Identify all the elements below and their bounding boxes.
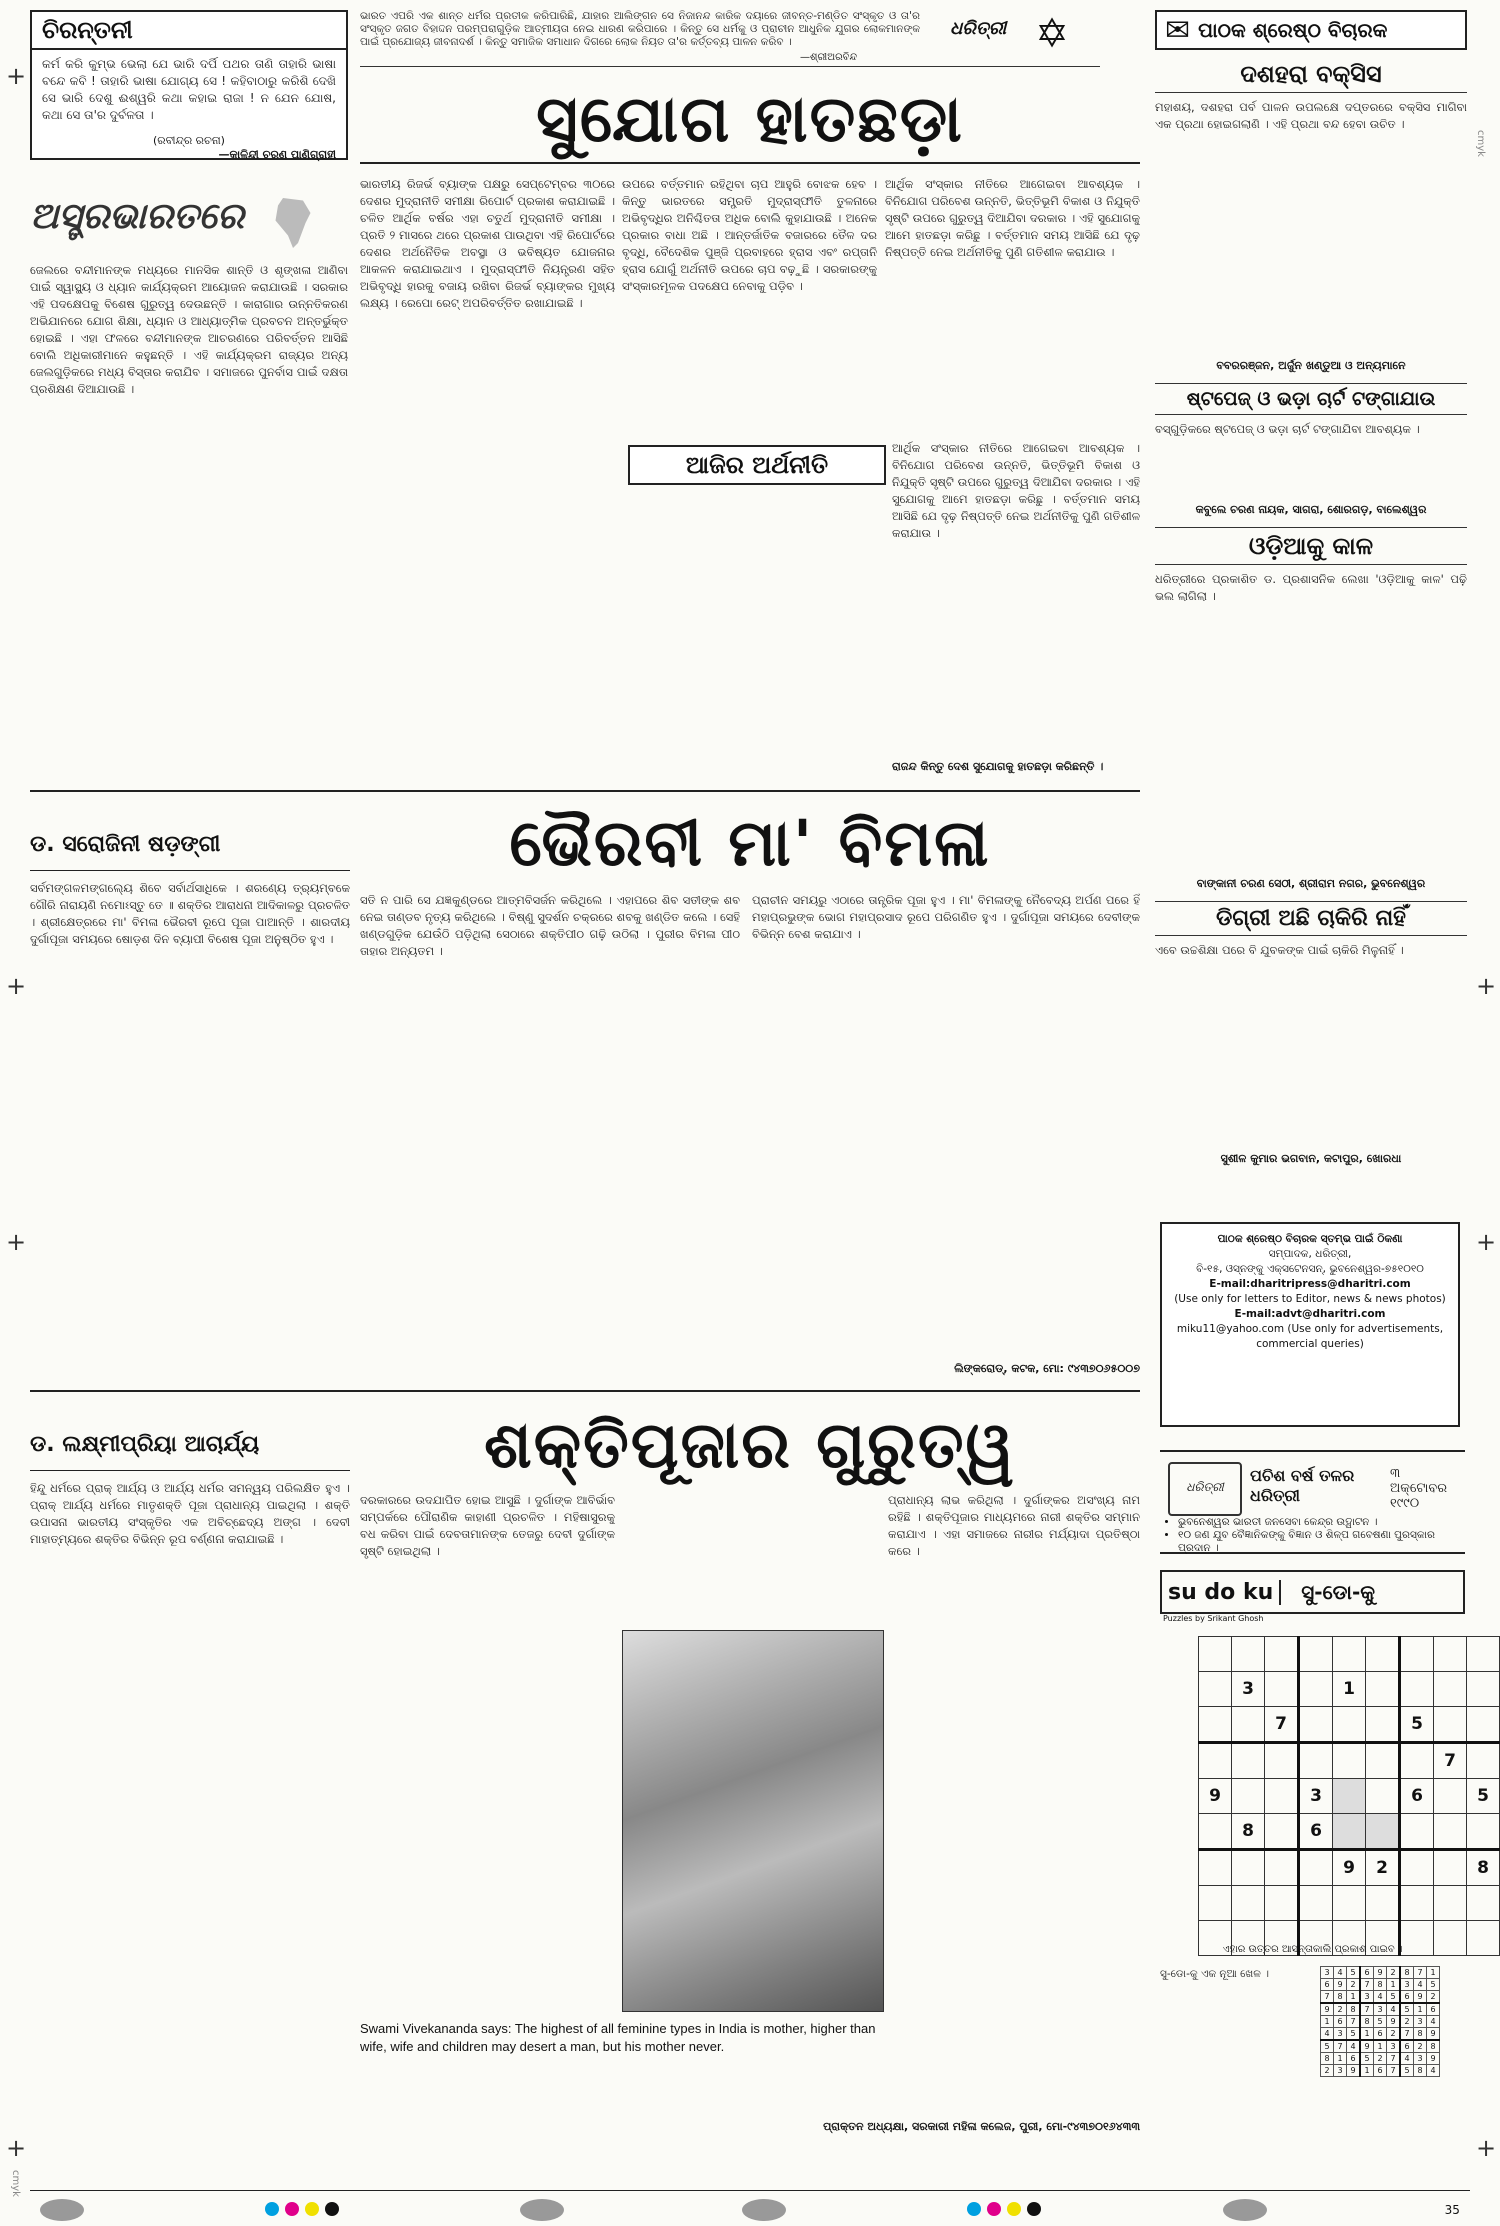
story3-author: ଡ. ଲକ୍ଷ୍ମୀପ୍ରିୟା ଆଚାର୍ଯ୍ୟ	[30, 1432, 260, 1457]
twentyfive-item-2: • ୧୦ ଜଣ ଯୁବ ବୈଜ୍ଞାନିକଙ୍କୁ ବିଜ୍ଞାନ ଓ ଶିଳ୍ପ ଗବେଷଣା ପୁରସ୍କାର ପ୍ରଦାନ ।	[1178, 1529, 1465, 1555]
sudoku-solution-cell: 3	[1360, 1991, 1374, 2004]
sudoku-solution-cell: 3	[1400, 1979, 1414, 1991]
sudoku-cell[interactable]	[1199, 1814, 1232, 1850]
story3-head-rule	[30, 1470, 350, 1471]
sudoku-cell[interactable]: 7	[1434, 1743, 1467, 1779]
sudoku-solution-cell: 4	[1334, 1967, 1347, 1979]
sudoku-cell[interactable]	[1232, 1743, 1265, 1779]
sudoku-cell[interactable]	[1232, 1779, 1265, 1814]
letter-3-body: ଧରିତ୍ରୀରେ ପ୍ରକାଶିତ ଡ. ପ୍ରଶାସନିକ ଲେଖା 'ଓଡ଼ିଆକୁ କାଳ' ପଢ଼ି ଭଲ ଲାଗିଲା ।	[1155, 572, 1467, 603]
contact-line-6: miku11@yahoo.com (Use only for advertisements, commercial queries)	[1176, 1323, 1444, 1350]
sudoku-cell[interactable]	[1265, 1672, 1299, 1707]
crop-mark-right-1: +	[1476, 972, 1497, 1000]
sudoku-cell[interactable]	[1265, 1850, 1299, 1886]
reg-oval-3	[742, 2199, 786, 2221]
sudoku-solution-row	[1321, 2065, 1440, 2077]
sudoku-row	[1199, 1707, 1500, 1743]
sudoku-cell[interactable]: 6	[1400, 1779, 1434, 1814]
sudoku-solution-cell: 7	[1387, 2065, 1401, 2077]
sudoku-cell[interactable]	[1333, 1707, 1366, 1743]
story2-col1: ସର୍ବମଙ୍ଗଳମଙ୍ଗଲ୍ୟେ ଶିବେ ସର୍ବାର୍ଥସାଧିକେ । ଶରଣ୍ୟେ ତ୍ର୍ୟମ୍ବକେ ଗୌରି ନାରାୟଣି ନମୋଽସ୍ତୁ ତେ ॥ ଶକ୍ତିର ଆରାଧନା ଆଦିକାଳରୁ ପ୍ରଚଳିତ । ଶ୍ରୀକ୍ଷେତ୍ରରେ ମା' ବିମଳା ଭୈରବୀ ରୂପେ ପୂଜା ପାଆନ୍ତି । ଶାରଦୀୟ ଦୁର୍ଗାପୂଜା ସମୟରେ ଷୋଡ଼ଶ ଦିନ ବ୍ୟାପୀ ବିଶେଷ ପୂଜା ଅନୁଷ୍ଠିତ ହୁଏ ।	[30, 881, 350, 946]
crop-mark-right-2: +	[1476, 1228, 1497, 1256]
sudoku-solution-row	[1321, 2016, 1440, 2028]
sudoku-solution-cell: 3	[1387, 2040, 1401, 2053]
sudoku-solution-cell: 4	[1347, 2040, 1361, 2053]
sudoku-solution-cell: 4	[1400, 2053, 1414, 2065]
sudoku-cell[interactable]	[1232, 1886, 1265, 1921]
sudoku-cell[interactable]	[1366, 1637, 1400, 1672]
astrabharat-title: ଅସ୍ତ୍ରଭାରତରେ	[30, 196, 244, 237]
sudoku-solution-cell: 6	[1400, 1991, 1414, 2004]
sudoku-solution-cell: 8	[1414, 2065, 1427, 2077]
sudoku-solution	[1320, 1966, 1440, 2077]
sudoku-cell[interactable]	[1265, 1886, 1299, 1921]
sudoku-solution-row	[1321, 2040, 1440, 2053]
sudoku-solution-cell: 3	[1414, 2053, 1427, 2065]
sudoku-solution-cell: 6	[1427, 2003, 1440, 2016]
sudoku-solution-cell: 3	[1321, 1967, 1334, 1979]
sudoku-solution-cell: 9	[1334, 1979, 1347, 1991]
sudoku-solution-cell: 6	[1321, 1979, 1334, 1991]
sudoku-cell[interactable]	[1467, 1637, 1500, 1672]
sudoku-cell[interactable]	[1366, 1672, 1400, 1707]
durga-idol-photo	[622, 1630, 884, 2012]
sudoku-solution-cell: 5	[1321, 2040, 1334, 2053]
sudoku-cell[interactable]	[1299, 1886, 1333, 1921]
sudoku-cell[interactable]: 8	[1467, 1850, 1500, 1886]
sudoku-solution-cell: 3	[1334, 2028, 1347, 2041]
sudoku-cell[interactable]	[1199, 1743, 1232, 1779]
reg-oval-2	[520, 2199, 564, 2221]
sudoku-cell[interactable]: 9	[1333, 1850, 1366, 1886]
sudoku-cell[interactable]	[1400, 1637, 1434, 1672]
twentyfive-title: ପଚିଶ ବର୍ଷ ତଳର ଧରିତ୍ରୀ	[1250, 1466, 1355, 1505]
sudoku-solution-cell: 7	[1414, 1967, 1427, 1979]
sudoku-cell[interactable]	[1265, 1779, 1299, 1814]
story3-col1: ହିନ୍ଦୁ ଧର୍ମରେ ପ୍ରାକ୍ ଆର୍ଯ୍ୟ ଓ ଆର୍ଯ୍ୟ ଧର୍ମର ସମନ୍ୱୟ ପରିଲକ୍ଷିତ ହୁଏ । ପ୍ରାକ୍ ଆର୍ଯ୍ୟ ଧର୍ମରେ ମାତୃଶକ୍ତି ପୂଜା ପ୍ରାଧାନ୍ୟ ପାଇଥିଲା । ଶକ୍ତି ଉପାସନା ଭାରତୀୟ ସଂସ୍କୃତିର ଏକ ଅବିଚ୍ଛେଦ୍ୟ ଅଙ୍ଗ । ଦେବୀ ମାହାତ୍ମ୍ୟରେ ଶକ୍ତିର ବିଭିନ୍ନ ରୂପ ବର୍ଣ୍ଣନା କରାଯାଇଛି ।	[30, 1481, 350, 1546]
story1-headline: ସୁଯୋଗ ହାତଛଡ଼ା	[536, 82, 964, 157]
sudoku-solution-cell: 1	[1347, 1991, 1361, 2004]
sudoku-solution-cell: 4	[1387, 2003, 1401, 2016]
sudoku-cell[interactable]	[1232, 1850, 1265, 1886]
reg-oval-1	[40, 2199, 84, 2221]
sudoku-solution-cell: 6	[1334, 2016, 1347, 2028]
page-number: 35	[1444, 2203, 1460, 2217]
sudoku-cell[interactable]	[1366, 1814, 1400, 1850]
sudoku-cell[interactable]	[1434, 1814, 1467, 1850]
sudoku-cell[interactable]	[1366, 1743, 1400, 1779]
sudoku-solution-cell: 2	[1427, 1991, 1440, 2004]
sudoku-solution-cell: 1	[1360, 2028, 1374, 2041]
letter-4-body: ଏବେ ଉଚ୍ଚଶିକ୍ଷା ପରେ ବି ଯୁବକଙ୍କ ପାଇଁ ଚାକିରି ମିଳୁନାହିଁ ।	[1155, 943, 1404, 957]
sudoku-solution-cell: 8	[1347, 2003, 1361, 2016]
sudoku-solution-cell: 7	[1347, 2016, 1361, 2028]
story2-author: ଡ. ସରୋଜିନୀ ଷଡ଼ଙ୍ଗୀ	[30, 832, 221, 857]
story3-top-rule	[30, 1390, 1140, 1392]
story1-rule	[360, 162, 1140, 164]
story1-col3: ଉପରେ ବର୍ତ୍ତମାନ ରହିଥିବା ଚାପ ଆହୁରି ବୋଝକ ହେବ । କିନ୍ତୁ ଭାରତରେ ସମ୍ପ୍ରତି ମୁଦ୍ରାସ୍ଫୀତି ତୁଳନାରେ ଅଭିବୃଦ୍ଧିର ଅନିଶ୍ଚିତତା ଅଧିକ ବୋଲି କୁହାଯାଉଛି । ଅନେକ ପ୍ରକାର ବାଧା ଅଛି । ଆନ୍ତର୍ଜାତିକ ବଜାରରେ ତୈଳ ଦର ବୃଦ୍ଧି, ବୈଦେଶିକ ପୁଞ୍ଜି ପ୍ରବାହରେ ହ୍ରାସ ଏବଂ ରପ୍ତାନି ହ୍ରାସ ଯୋଗୁଁ ଅର୍ଥନୀତି ଉପରେ ଚାପ ବଢ଼ୁଛି । ସରକାରଙ୍କୁ ସଂସ୍କାରମୂଳକ ପଦକ୍ଷେପ ନେବାକୁ ପଡ଼ିବ ।	[622, 177, 877, 293]
sudoku-cell[interactable]	[1299, 1850, 1333, 1886]
story3-col2: ଦରକାରରେ ଉଦଯାପିତ ହୋଇ ଆସୁଛି । ଦୁର୍ଗାଙ୍କ ଆବିର୍ଭାବ ସମ୍ପର୍କରେ ପୌରାଣିକ କାହାଣୀ ପ୍ରଚଳିତ । ମହିଷାସୁରକୁ ବଧ କରିବା ପାଇଁ ଦେବତାମାନଙ୍କ ତେଜରୁ ଦେବୀ ଦୁର୍ଗାଙ୍କ ସୃଷ୍ଟି ହୋଇଥିଲା ।	[360, 1493, 615, 1558]
letter-4-title: ଡିଗ୍ରୀ ଅଛି ଚାକିରି ନାହିଁ	[1155, 901, 1467, 936]
sudoku-row	[1199, 1814, 1500, 1850]
sudoku-cell[interactable]	[1333, 1743, 1366, 1779]
sudoku-solution-cell: 8	[1374, 1979, 1387, 1991]
sudoku-solution-cell: 9	[1427, 2028, 1440, 2041]
contact-line-2: ବି-୧୫, ଓସ୍ନଙ୍କୁ ଏକ୍ସଟେନସନ୍, ଭୁବନେଶ୍ୱର-୭୫୧୦୧୦	[1196, 1263, 1424, 1275]
footer-rule	[30, 2190, 1470, 2191]
sudoku-solution-cell: 5	[1347, 1967, 1361, 1979]
sudoku-cell[interactable]	[1366, 1707, 1400, 1743]
sudoku-cell[interactable]: 3	[1299, 1779, 1333, 1814]
sudoku-solution-cell: 2	[1334, 2003, 1347, 2016]
sudoku-solution-cell: 8	[1414, 2028, 1427, 2041]
sudoku-solution-cell: 4	[1321, 2028, 1334, 2041]
sudoku-solution-cell: 3	[1334, 2065, 1347, 2077]
sudoku-cell[interactable]	[1299, 1672, 1333, 1707]
letters-column	[1155, 60, 1467, 1165]
twentyfive-item-1: • ଭୁବନେଶ୍ୱର ଭାରତୀ ଜନସେବା କେନ୍ଦ୍ର ଉଦ୍ଘାଟନ ।	[1178, 1516, 1465, 1529]
story2-head-rule	[30, 870, 350, 871]
sudoku-cell[interactable]	[1467, 1743, 1500, 1779]
crop-mark-right-3: +	[1476, 2134, 1497, 2162]
story2-headline: ଭୈରବୀ ମା' ବିମଳା	[509, 806, 991, 881]
twentyfive-logo: ଧରିତ୍ରୀ	[1168, 1462, 1242, 1516]
sudoku-prev-title: ସୁ-ଡୋ-କୁ ଏକ ନୂଆ ଖେଳ ।	[1160, 1968, 1269, 1980]
sudoku-solution-cell: 1	[1414, 2003, 1427, 2016]
pathak-header	[1155, 10, 1467, 50]
sudoku-cell[interactable]	[1199, 1850, 1232, 1886]
sudoku-by: Puzzles by Srikant Ghosh	[1163, 1614, 1264, 1623]
sudoku-solution-cell: 6	[1360, 1967, 1374, 1979]
sudoku-cell[interactable]	[1199, 1707, 1232, 1743]
sudoku-cell[interactable]	[1434, 1850, 1467, 1886]
quote-credit: —ଶ୍ରୀଅରବିନ୍ଦ	[800, 52, 858, 63]
economy-column-label	[628, 445, 886, 485]
chirantani-box	[30, 10, 348, 160]
sudoku-cell[interactable]	[1265, 1743, 1299, 1779]
contact-box	[1160, 1222, 1460, 1427]
sudoku-cell[interactable]	[1265, 1814, 1299, 1850]
sudoku-solution-row	[1321, 2003, 1440, 2016]
sudoku-grid[interactable]	[1198, 1636, 1500, 1956]
chirantani-title: ଚିରନ୍ତନୀ	[32, 12, 346, 50]
sudoku-cell[interactable]	[1467, 1672, 1500, 1707]
sudoku-cell[interactable]	[1400, 1886, 1434, 1921]
chirantani-credit: (ରବୀନ୍ଦ୍ର ରଚନା)	[153, 134, 225, 147]
sudoku-solution-cell: 7	[1400, 2028, 1414, 2041]
sudoku-solution-cell: 9	[1414, 1991, 1427, 2004]
sudoku-note: ଏହାର ଉତ୍ତର ଆସନ୍ତାକାଲି ପ୍ରକାଶ ପାଇବ ।	[1222, 1944, 1403, 1955]
sudoku-cell[interactable]	[1467, 1707, 1500, 1743]
story3-byline: ପ୍ରାକ୍ତନ ଅଧ୍ୟକ୍ଷା, ସରକାରୀ ମହିଳା କଲେଜ, ପୁରୀ, ମୋ-୯୪୩୭୦୧୬୪୩୩	[823, 2120, 1140, 2133]
color-bar-2	[964, 2201, 1044, 2220]
sudoku-solution-cell: 4	[1374, 1991, 1387, 2004]
sudoku-row	[1199, 1850, 1500, 1886]
sudoku-cell[interactable]: 7	[1265, 1707, 1299, 1743]
sudoku-solution-row	[1321, 1967, 1440, 1979]
sudoku-label: su do ku	[1162, 1580, 1281, 1605]
sudoku-cell[interactable]: 5	[1467, 1779, 1500, 1814]
twentyfive-list	[1160, 1516, 1465, 1555]
story2-byline: ଲିଙ୍କରୋଡ୍, କଟକ, ମୋ: ୯୪୩୭୦୬୫୦୦୭	[954, 1362, 1140, 1375]
sudoku-solution-cell: 9	[1360, 2040, 1374, 2053]
sudoku-cell[interactable]	[1400, 1814, 1434, 1850]
reg-oval-4	[1223, 2199, 1267, 2221]
story3-english-quote: Swami Vivekananda says: The highest of all feminine types in India is mother, higher than wife, wife and children may desert a man, but his mother never.	[360, 2021, 876, 2054]
sudoku-row	[1199, 1743, 1500, 1779]
sudoku-solution-table	[1320, 1966, 1440, 2077]
sudoku-cell[interactable]	[1434, 1707, 1467, 1743]
sudoku-cell[interactable]	[1299, 1707, 1333, 1743]
letter-1-sign: ବବରରଞ୍ଜନ, ଅର୍ଜୁନ ଖଣ୍ଡୁଆ ଓ ଅନ୍ୟମାନେ	[1216, 359, 1406, 372]
letter-1	[1155, 60, 1467, 373]
contact-line-4: (Use only for letters to Editor, news & news photos)	[1174, 1293, 1446, 1305]
story2-top-rule	[30, 790, 1140, 792]
color-bar-1	[262, 2201, 342, 2220]
sudoku-table[interactable]	[1198, 1636, 1500, 1956]
story1-col2: ଭାରତୀୟ ରିଜର୍ଭ ବ୍ୟାଙ୍କ ପକ୍ଷରୁ ସେପ୍ଟେମ୍ବର ୩୦ରେ ଦେଶର ମୁଦ୍ରାନୀତି ସମୀକ୍ଷା ରିପୋର୍ଟ ପ୍ରକାଶ କରାଯାଇଛି । ଚଳିତ ଆର୍ଥିକ ବର୍ଷର ଏହା ଚତୁର୍ଥ ମୁଦ୍ରାନୀତି ସମୀକ୍ଷା । ପ୍ରତି ୨ ମାସରେ ଥରେ ପ୍ରକାଶ ପାଉଥିବା ଏହି ରିପୋର୍ଟରେ ଦେଶର ଅର୍ଥନୈତିକ ଅବସ୍ଥା ଓ ଭବିଷ୍ୟତ ଯୋଜନାର ଆକଳନ କରାଯାଇଥାଏ । ମୁଦ୍ରାସ୍ଫୀତି ନିୟନ୍ତ୍ରଣ ସହିତ ଅଭିବୃଦ୍ଧି ହାରକୁ ବଜାୟ ରଖିବା ରିଜର୍ଭ ବ୍ୟାଙ୍କର ମୁଖ୍ୟ ଲକ୍ଷ୍ୟ । ରେପୋ ରେଟ୍ ଅପରିବର୍ତ୍ତିତ ରଖାଯାଇଛି ।	[360, 177, 615, 310]
story2-col2: ସତି ନ ପାରି ସେ ଯଜ୍ଞକୁଣ୍ଡରେ ଆତ୍ମବିସର୍ଜନ କରିଥିଲେ । ଏହାପରେ ଶିବ ସତୀଙ୍କ ଶବ ନେଇ ତାଣ୍ଡବ ନୃତ୍ୟ କରିଥିଲେ । ବିଷ୍ଣୁ ସୁଦର୍ଶନ ଚକ୍ରରେ ଶବକୁ ଖଣ୍ଡିତ କଲେ । ସେହି ଖଣ୍ଡଗୁଡ଼ିକ ଯେଉଁଠି ପଡ଼ିଥିଲା ସେଠାରେ ଶକ୍ତିପୀଠ ଗଢ଼ି ଉଠିଲା । ପୁରୀର ବିମଳା ପୀଠ ତାହାର ଅନ୍ୟତମ ।	[360, 893, 740, 958]
sudoku-cell[interactable]	[1434, 1886, 1467, 1921]
india-map-icon	[268, 198, 318, 248]
sudoku-title: ସୁ-ଡୋ-କୁ	[1301, 1580, 1376, 1604]
sudoku-solution-row	[1321, 1991, 1440, 2004]
sudoku-cell[interactable]: 1	[1333, 1672, 1366, 1707]
sudoku-solution-cell: 5	[1427, 1979, 1440, 1991]
sudoku-solution-cell: 9	[1321, 2003, 1334, 2016]
sudoku-solution-cell: 6	[1374, 2028, 1387, 2041]
dharitri-logo: ଧରିତ୍ରୀ	[950, 18, 1007, 39]
story2-col3: ପ୍ରାଚୀନ ସମୟରୁ ଏଠାରେ ତାନ୍ତ୍ରିକ ପୂଜା ହୁଏ । ମା' ବିମଳାଙ୍କୁ ନୈବେଦ୍ୟ ଅର୍ପଣ ପରେ ହିଁ ମହାପ୍ରଭୁଙ୍କ ଭୋଗ ମହାପ୍ରସାଦ ରୂପେ ପରିଗଣିତ ହୁଏ । ଦୁର୍ଗାପୂଜା ସମୟରେ ଦେବୀଙ୍କ ବିଭିନ୍ନ ବେଶ କରାଯାଏ ।	[752, 893, 1140, 941]
sudoku-cell[interactable]	[1366, 1886, 1400, 1921]
sudoku-cell[interactable]	[1467, 1886, 1500, 1921]
sudoku-cell[interactable]: 6	[1299, 1814, 1333, 1850]
sudoku-solution-cell: 7	[1387, 2053, 1401, 2065]
sudoku-cell[interactable]: 8	[1232, 1814, 1265, 1850]
sudoku-cell[interactable]	[1333, 1814, 1366, 1850]
quote-text: ଭାରତ ଏପରି ଏକ ଶାନ୍ତ ଧର୍ମର ପ୍ରତୀକ କରିପାରିଛି, ଯାହାର ଆଲିଙ୍ଗନ ସେ ନିଜାନନ୍ଦ କାରିକ ଦୟାରେ ଜୀବନ୍ତ-ମଣ୍ଡିତ ସଂସ୍କୃତ ଓ ତା'ର ସଂସ୍କୃତ ଜଗତ ବିହାଦ୍ଦନ ପରମ୍ପରାଗୁଡ଼ିକ ଆତ୍ମୀୟତା ନେଇ ଧାରଣ କରିପାରେ । କିନ୍ତୁ ସେ ଧର୍ମକୁ ଓ ପ୍ରାଚୀନ ଆଧୁନିକ ଯୁଗର ଲୋକମାନଙ୍କ ପାଇଁ ପ୍ରଯୋଜ୍ୟ ଜୀବନାଦର୍ଶ । କିନ୍ତୁ ସମାଜିକ ସମାଧାନ ଦିଗରେ ଲୋକ ନିୟତ ତା'ର କର୍ତ୍ତବ୍ୟ ପାଳନ କରିବ ।	[360, 10, 920, 48]
crop-mark-left-4: +	[6, 2134, 27, 2162]
sudoku-cell[interactable]	[1333, 1637, 1366, 1672]
sudoku-solution-cell: 2	[1387, 1967, 1401, 1979]
sudoku-cell[interactable]	[1199, 1637, 1232, 1672]
sudoku-solution-cell: 5	[1400, 2003, 1414, 2016]
letter-2-sign: କବୁଲେ ଚରଣ ନାୟକ, ସାଗରା, ଶୋରଗଡ଼, ବାଲେଶ୍ୱର	[1195, 503, 1427, 516]
letter-4	[1155, 901, 1467, 1166]
sudoku-solution-cell: 3	[1414, 2016, 1427, 2028]
contact-line-1: ସମ୍ପାଦକ, ଧରିତ୍ରୀ,	[1268, 1248, 1352, 1260]
sudoku-cell[interactable]	[1467, 1814, 1500, 1850]
sudoku-prev	[1160, 1966, 1465, 2146]
letter-1-title: ଦଶହରା ବକ୍ସିସ	[1155, 60, 1467, 93]
letter-1-body: ମହାଶୟ, ଦଶହରା ପର୍ବ ପାଳନ ଉପଲକ୍ଷେ ଦପ୍ତରରେ ବକ୍ସିସ ମାଗିବା ଏକ ପ୍ରଥା ହୋଇଗଲାଣି । ଏହି ପ୍ରଥା ବନ୍ଦ ହେବା ଉଚିତ ।	[1155, 100, 1467, 131]
sudoku-solution-cell: 4	[1427, 2016, 1440, 2028]
sudoku-solution-cell: 5	[1387, 1991, 1401, 2004]
pathak-title: ପାଠକ ଶ୍ରେଷ୍ଠ ବିଚାରକ	[1198, 18, 1388, 42]
sudoku-solution-cell: 4	[1414, 1979, 1427, 1991]
story3-headline: ଶକ୍ତିପୂଜାର ଗୁରୁତ୍ୱ	[484, 1408, 1016, 1483]
sudoku-solution-cell: 3	[1374, 2003, 1387, 2016]
story1-byline: ରାଜନ୍ଦ କିନ୍ତୁ ଦେଶ ସୁଯୋଗକୁ ହାତଛଡ଼ା କରିଛନ୍ତି ।	[892, 760, 1104, 773]
sudoku-cell[interactable]	[1299, 1743, 1333, 1779]
sudoku-solution-cell: 4	[1427, 2065, 1440, 2077]
sudoku-solution-cell: 2	[1387, 2028, 1401, 2041]
sudoku-cell[interactable]	[1199, 1672, 1232, 1707]
sudoku-solution-cell: 8	[1427, 2040, 1440, 2053]
sudoku-solution-cell: 7	[1321, 1991, 1334, 2004]
sudoku-solution-cell: 7	[1360, 2003, 1374, 2016]
sudoku-solution-row	[1321, 2028, 1440, 2041]
sudoku-solution-cell: 8	[1400, 1967, 1414, 1979]
letter-3	[1155, 527, 1467, 891]
sudoku-solution-cell: 2	[1321, 2065, 1334, 2077]
quote-box	[360, 10, 1100, 67]
story1-col1: ଜେଲରେ ବନ୍ଦୀମାନଙ୍କ ମଧ୍ୟରେ ମାନସିକ ଶାନ୍ତି ଓ ଶୃଙ୍ଖଳା ଆଣିବା ପାଇଁ ସ୍ୱାସ୍ଥ୍ୟ ଓ ଧ୍ୟାନ କାର୍ଯ୍ୟକ୍ରମ ଆୟୋଜନ କରାଯାଉଛି । ସରକାର ଏହି ପଦକ୍ଷେପକୁ ବିଶେଷ ଗୁରୁତ୍ୱ ଦେଉଛନ୍ତି । କାରାଗାର ଉନ୍ନତିକରଣ ଅଭିଯାନରେ ଯୋଗ ଶିକ୍ଷା, ଧ୍ୟାନ ଓ ଆଧ୍ୟାତ୍ମିକ ପ୍ରବଚନ ଅନ୍ତର୍ଭୁକ୍ତ ହୋଇଛି । ଏହା ଫଳରେ ବନ୍ଦୀମାନଙ୍କ ଆଚରଣରେ ପରିବର୍ତ୍ତନ ଆସିଛି ବୋଲି ଅଧିକାରୀମାନେ କହୁଛନ୍ତି । ଏହି କାର୍ଯ୍ୟକ୍ରମ ରାଜ୍ୟର ଅନ୍ୟ ଜେଲଗୁଡ଼ିକରେ ମଧ୍ୟ ବିସ୍ତାର କରାଯିବ । ସମାଜରେ ପୁନର୍ବାସ ପାଇଁ ଦକ୍ଷତା ପ୍ରଶିକ୍ଷଣ ଦିଆଯାଉଛି ।	[30, 263, 348, 396]
economy-column-title: ଆଜିର ଅର୍ଥନୀତି	[685, 451, 829, 479]
letter-2-title: ଷ୍ଟପେଜ୍ ଓ ଭଡ଼ା ଚାର୍ଟ ଟଙ୍ଗାଯାଉ	[1155, 383, 1467, 415]
cmyk-mark-left: cmyk	[10, 2170, 21, 2197]
sudoku-solution-cell: 6	[1400, 2040, 1414, 2053]
letter-2-body: ବସ୍‌ଗୁଡ଼ିକରେ ଷ୍ଟପେଜ୍ ଓ ଭଡ଼ା ଚାର୍ଟ ଟଙ୍ଗାଯିବା ଆବଶ୍ୟକ ।	[1155, 422, 1420, 436]
sudoku-solution-cell: 5	[1360, 2053, 1374, 2065]
star-logo-icon: ✡	[1035, 11, 1069, 57]
sudoku-solution-cell: 5	[1400, 2065, 1414, 2077]
sudoku-row	[1199, 1672, 1500, 1707]
sudoku-row	[1199, 1637, 1500, 1672]
chirantani-text: କର୍ମ କରି କୁମ୍ଭ ଭେଲା ଯେ ଭାରି ଦର୍ପି ପଥର ତାଣି ତାହାରି ଭାଷା ବନ୍ଦେ କବି ! ତାହାରି ଭାଷା ଯୋଗ୍ୟ ସେ ! କହିବାଠାରୁ କରିଶି ଦେଖି ସେ ଭାରି ଦେଶୁ ଈଶ୍ୱରି କଥା କହାଇ ରାଜା ! ନ ଯେନ ଯୋଷ, କଥା ସେ ତା'ର ଦୁର୍ବଳତା ।	[42, 57, 336, 122]
sudoku-row	[1199, 1886, 1500, 1921]
sudoku-cell[interactable]: 5	[1400, 1707, 1434, 1743]
crop-mark-left-1: +	[6, 62, 27, 90]
sudoku-solution-cell: 9	[1347, 2065, 1361, 2077]
sudoku-cell[interactable]: 9	[1199, 1779, 1232, 1814]
crop-mark-left-2: +	[6, 972, 27, 1000]
crop-mark-left-3: +	[6, 1228, 27, 1256]
envelope-icon: ✉	[1165, 12, 1191, 48]
letter-3-sign: ବାଙ୍କାନୀ ଚରଣ ସେଠୀ, ଶ୍ରୀରାମ ନଗର, ଭୁବନେଶ୍ୱର	[1196, 877, 1426, 890]
sudoku-solution-cell: 1	[1334, 2053, 1347, 2065]
sudoku-cell[interactable]	[1333, 1886, 1366, 1921]
sudoku-solution-cell: 1	[1374, 2040, 1387, 2053]
sudoku-cell[interactable]	[1434, 1672, 1467, 1707]
story3-col3: ପ୍ରାଧାନ୍ୟ ଲାଭ କରିଥିଲା । ଦୁର୍ଗାଙ୍କର ଅସଂଖ୍ୟ ନାମ ରହିଛି । ଶକ୍ତିପୂଜାର ମାଧ୍ୟମରେ ନାରୀ ଶକ୍ତିର ସମ୍ମାନ କରାଯାଏ । ଏହା ସମାଜରେ ନାରୀର ମର୍ଯ୍ୟାଦା ପ୍ରତିଷ୍ଠା କରେ ।	[888, 1493, 1140, 1558]
twentyfive-date: ୩ ଅକ୍ଟୋବର ୧୯୯୦	[1390, 1466, 1448, 1511]
sudoku-row	[1199, 1779, 1500, 1814]
sudoku-cell[interactable]	[1434, 1779, 1467, 1814]
story1-col5: ଆର୍ଥିକ ସଂସ୍କାର ନୀତିରେ ଆଗେଇବା ଆବଶ୍ୟକ । ବିନିଯୋଗ ପରିବେଶ ଉନ୍ନତି, ଭିତ୍ତିଭୂମି ବିକାଶ ଓ ନିଯୁକ୍ତି ସୃଷ୍ଟି ଉପରେ ଗୁରୁତ୍ୱ ଦିଆଯିବା ଦରକାର । ଏହି ସୁଯୋଗକୁ ଆମେ ହାତଛଡ଼ା କରିଛୁ । ବର୍ତ୍ତମାନ ସମୟ ଆସିଛି ଯେ ଦୃଢ଼ ନିଷ୍ପତ୍ତି ନେଇ ଅର୍ଥନୀତିକୁ ପୁଣି ଗତିଶୀଳ କରାଯାଉ ।	[892, 441, 1140, 540]
sudoku-cell[interactable]	[1400, 1672, 1434, 1707]
sudoku-solution-row	[1321, 1979, 1440, 1991]
sudoku-solution-cell: 8	[1321, 2053, 1334, 2065]
sudoku-solution-cell: 1	[1360, 2065, 1374, 2077]
sudoku-solution-cell: 2	[1414, 2040, 1427, 2053]
contact-email-2[interactable]: E-mail:advt@dharitri.com	[1234, 1308, 1386, 1320]
chirantani-author: —କାଳିନ୍ଦୀ ଚରଣ ପାଣିଗ୍ରାହୀ	[218, 148, 336, 161]
sudoku-solution-cell: 6	[1347, 2053, 1361, 2065]
sudoku-solution-cell: 9	[1427, 2053, 1440, 2065]
sudoku-solution-cell: 6	[1374, 2065, 1387, 2077]
sudoku-cell[interactable]	[1467, 1921, 1500, 1956]
sudoku-solution-cell: 2	[1400, 2016, 1414, 2028]
sudoku-cell[interactable]: 3	[1232, 1672, 1265, 1707]
sudoku-cell[interactable]	[1400, 1850, 1434, 1886]
sudoku-cell[interactable]	[1299, 1637, 1333, 1672]
story1-col4: ଆର୍ଥିକ ସଂସ୍କାର ନୀତିରେ ଆଗେଇବା ଆବଶ୍ୟକ । ବିନିଯୋଗ ପରିବେଶ ଉନ୍ନତି, ଭିତ୍ତିଭୂମି ବିକାଶ ଓ ନିଯୁକ୍ତି ସୃଷ୍ଟି ଉପରେ ଗୁରୁତ୍ୱ ଦିଆଯିବା ଦରକାର । ଏହି ସୁଯୋଗକୁ ଆମେ ହାତଛଡ଼ା କରିଛୁ । ବର୍ତ୍ତମାନ ସମୟ ଆସିଛି ଯେ ଦୃଢ଼ ନିଷ୍ପତ୍ତି ନେଇ ଅର୍ଥନୀତିକୁ ପୁଣି ଗତିଶୀଳ କରାଯାଉ ।	[885, 177, 1140, 259]
sudoku-solution-cell: 9	[1387, 2016, 1401, 2028]
sudoku-cell[interactable]	[1400, 1743, 1434, 1779]
sudoku-cell[interactable]	[1199, 1886, 1232, 1921]
sudoku-solution-cell: 2	[1374, 2053, 1387, 2065]
letter-2	[1155, 383, 1467, 517]
sudoku-solution-row	[1321, 2053, 1440, 2065]
sudoku-solution-cell: 1	[1427, 1967, 1440, 1979]
sudoku-solution-cell: 5	[1347, 2028, 1361, 2041]
sudoku-cell[interactable]	[1333, 1779, 1366, 1814]
footer-strip	[40, 2200, 1460, 2220]
sudoku-solution-cell: 9	[1374, 1967, 1387, 1979]
sudoku-header	[1160, 1570, 1465, 1614]
sudoku-solution-cell: 5	[1374, 2016, 1387, 2028]
twentyfive-box	[1160, 1450, 1465, 1554]
sudoku-solution-cell: 8	[1334, 1991, 1347, 2004]
sudoku-cell[interactable]	[1265, 1637, 1299, 1672]
sudoku-cell[interactable]: 2	[1366, 1850, 1400, 1886]
sudoku-cell[interactable]	[1232, 1637, 1265, 1672]
letter-3-title: ଓଡ଼ିଆକୁ କାଳ	[1155, 527, 1467, 565]
letter-4-sign: ସୁଶୀଳ କୁମାର ଭଗବାନ, କଟାପୁର, ଖୋରଧା	[1220, 1152, 1402, 1165]
sudoku-solution-cell: 1	[1387, 1979, 1401, 1991]
sudoku-solution-cell: 1	[1321, 2016, 1334, 2028]
sudoku-solution-cell: 7	[1334, 2040, 1347, 2053]
sudoku-solution-cell: 8	[1360, 2016, 1374, 2028]
sudoku-cell[interactable]	[1232, 1707, 1265, 1743]
contact-title: ପାଠକ ଶ୍ରେଷ୍ଠ ବିଚାରକ ସ୍ତମ୍ଭ ପାଇଁ ଠିକଣା	[1217, 1233, 1403, 1245]
contact-email-1[interactable]: E-mail:dharitripress@dharitri.com	[1209, 1278, 1411, 1290]
sudoku-cell[interactable]	[1434, 1637, 1467, 1672]
sudoku-cell[interactable]	[1366, 1779, 1400, 1814]
astrabharat-label	[30, 196, 348, 256]
cmyk-mark-right: cmyk	[1475, 130, 1486, 157]
sudoku-solution-cell: 7	[1360, 1979, 1374, 1991]
sudoku-solution-cell: 2	[1347, 1979, 1361, 1991]
